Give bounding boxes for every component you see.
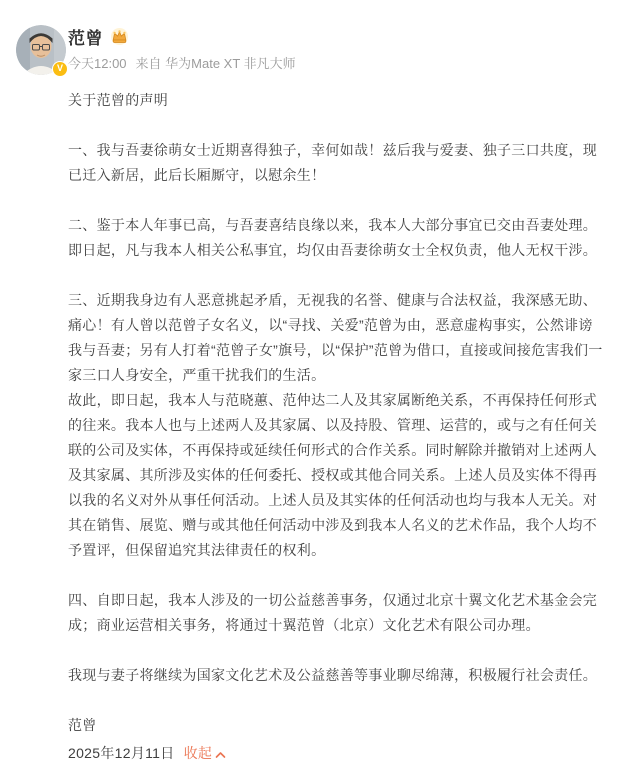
verified-v-icon: V bbox=[52, 61, 68, 77]
post-paragraph: 关于范曾的声明 bbox=[68, 92, 169, 108]
vip-crown-icon bbox=[110, 27, 129, 46]
author-avatar[interactable] bbox=[16, 25, 66, 75]
author-name[interactable]: 范曾 bbox=[68, 28, 103, 48]
post-paragraph: 我现与妻子将继续为国家文化艺术及公益慈善等事业聊尽绵薄，积极履行社会责任。 bbox=[68, 667, 598, 683]
post-body bbox=[68, 88, 607, 738]
post-source: 来自 华为Mate XT 非凡大师 bbox=[135, 56, 296, 71]
post-paragraph: 二、鉴于本人年事已高，与吾妻喜结良缘以来，我本人大部分事宜已交由吾妻处理。即日起，凡与我本人相关公私事宜，均仅由吾妻徐萌女士全权负责，他人无权干涉。 bbox=[68, 217, 598, 258]
post-paragraph: 故此，即日起，我本人与范晓蕙、范仲达二人及其家属断绝关系，不再保持任何形式的往来。我本人也与上述两人及其家属、以及持股、管理、运营的，或与之有任何关联的公司及实体，不再保持或延续任何形式的合作关系。同时解除并撤销对上述两人及其家属、其所涉及实体的任何委托、授权或其他合同关系。上述人员及实体不得再以我的名义对外从事任何活动。上述人员及其实体的任何活动也均与我本人无关。对其在销售、展览、赠与或其他任何活动中涉及到我本人名义的艺术作品，我个人均不予置评，但保留追究其法律责任的权利。 bbox=[68, 392, 598, 558]
collapse-label: 收起 bbox=[183, 745, 213, 761]
date-line bbox=[68, 741, 607, 766]
post-meta bbox=[68, 54, 607, 71]
post-content bbox=[68, 25, 607, 766]
author-line bbox=[68, 25, 607, 47]
post-paragraph: 一、我与吾妻徐萌女士近期喜得独子，幸何如哉！兹后我与爱妻、独子三口共度，现已迁入新居，此后长厢厮守，以慰余生！ bbox=[68, 142, 598, 183]
collapse-link[interactable] bbox=[184, 741, 227, 766]
post-paragraph: 三、近期我身边有人恶意挑起矛盾，无视我的名誉、健康与合法权益，我深感无助、痛心！有人曾以范曾子女名义，以“寻找、关爱”范曾为由，恶意虚构事实，公然诽谤我与吾妻；另有人打着“范曾子女”旗号，以“保护”范曾为借口，直接或间接危害我们一家三口人身安全，严重干扰我们的生活。 bbox=[68, 292, 603, 383]
chevron-up-icon bbox=[215, 751, 226, 759]
post-time: 今天12:00 bbox=[68, 56, 127, 71]
post-paragraph: 四、自即日起，我本人涉及的一切公益慈善事务，仅通过北京十翼文化艺术基金会完成；商业运营相关事务，将通过十翼范曾（北京）文化艺术有限公司办理。 bbox=[68, 592, 598, 633]
post-date: 2025年12月11日 bbox=[68, 745, 175, 761]
post-paragraph: 范曾 bbox=[68, 717, 97, 733]
